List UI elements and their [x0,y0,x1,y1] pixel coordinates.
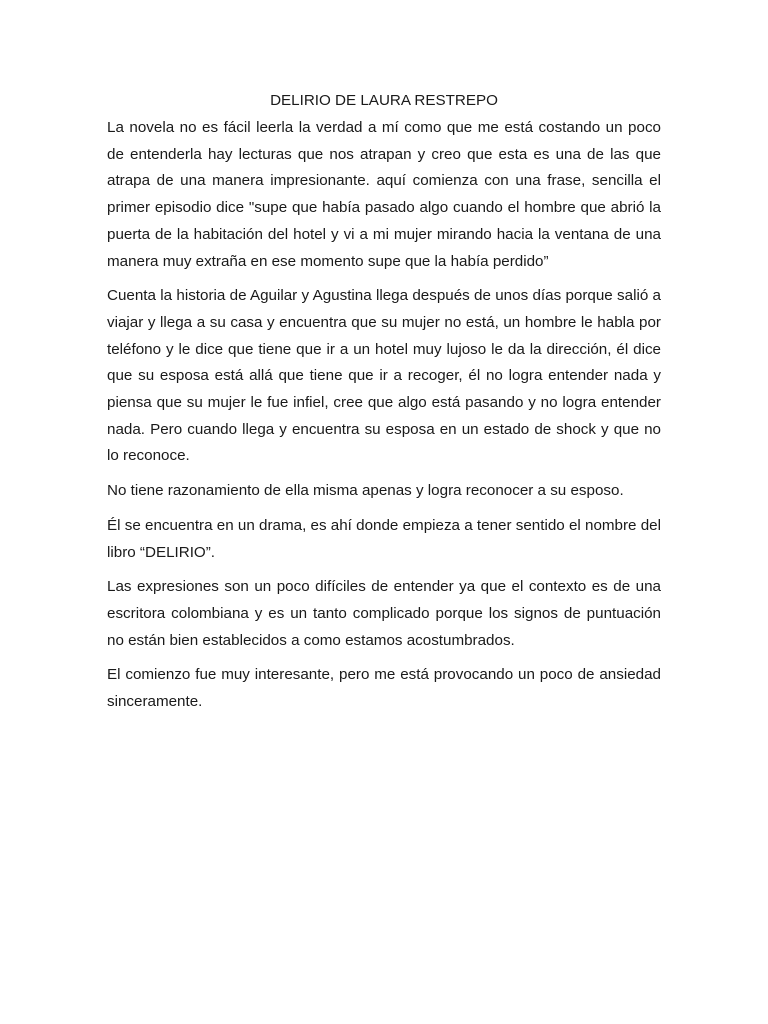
paragraph: El comienzo fue muy interesante, pero me está provocando un poco de ansiedad sinceramente. [107,666,661,711]
paragraph: Las expresiones son un poco difíciles de entender ya que el contexto es de una escritora colombiana y es un tanto complicado porque los signos de puntuación no están bien establecidos a como estamos acostumbrados. [107,578,661,649]
paragraph: Él se encuentra en un drama, es ahí donde empieza a tener sentido el nombre del libro “DELIRIO”. [107,516,661,561]
document-body [107,91,661,724]
paragraph: No tiene razonamiento de ella misma apenas y logra reconocer a su esposo. [107,482,624,500]
paragraph: La novela no es fácil leerla la verdad a mí como que me está costando un poco de entenderla hay lecturas que nos atrapan y creo que esta es una de las que atrapa de una manera impresionante. aquí comienza con una frase, sencilla el primer episodio dice "supe que había pasado algo cuando el hombre que abrió la puerta de la habitación del hotel y vi a mi mujer mirando hacia la ventana de una manera muy extraña en ese momento supe que la había perdido” [107,119,661,270]
paragraph: Cuenta la historia de Aguilar y Agustina llega después de unos días porque salió a viajar y llega a su casa y encuentra que su mujer no está, un hombre le habla por teléfono y le dice que tiene que ir a un hotel muy lujoso le da la dirección, él dice que su esposa está allá que tiene que ir a recoger, él no logra entender nada y piensa que su mujer le fue infiel, cree que algo está pasando y no logra entender nada. Pero cuando llega y encuentra su esposa en un estado de shock y que no lo reconoce. [107,287,661,465]
document-title: DELIRIO DE LAURA RESTREPO [270,92,498,109]
